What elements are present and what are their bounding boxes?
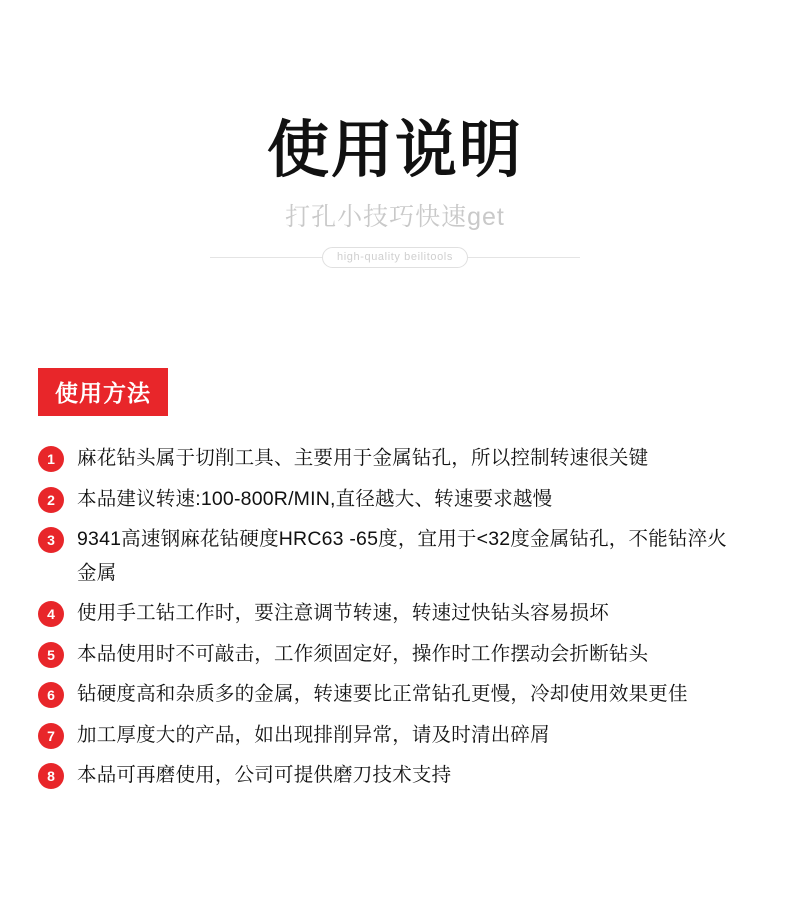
list-item — [38, 638, 750, 672]
list-item-text: 麻花钻头属于切削工具、主要用于金属钻孔，所以控制转速很关键 — [77, 447, 649, 470]
list-item — [38, 442, 750, 476]
list-item-text: 本品使用时不可敲击，工作须固定好，操作时工作摆动会折断钻头 — [77, 642, 649, 665]
list-item-text: 9341高速钢麻花钻硬度HRC63 -65度，宜用于<32度金属钻孔，不能钻淬火金属 — [77, 528, 727, 584]
hero-header — [0, 0, 790, 268]
page-title: 使用说明 — [266, 116, 523, 185]
usage-section — [0, 368, 790, 793]
list-item — [38, 483, 750, 517]
list-bullet-number: 6 — [38, 682, 64, 708]
list-bullet-number: 8 — [38, 763, 64, 789]
divider-left — [210, 257, 322, 258]
list-item — [38, 597, 750, 631]
list-bullet-number: 5 — [38, 642, 64, 668]
list-item-text: 本品建议转速:100-800R/MIN,直径越大、转速要求越慢 — [77, 487, 553, 510]
list-item-text: 钻硬度高和杂质多的金属，转速要比正常钻孔更慢，冷却使用效果更佳 — [77, 683, 688, 706]
section-heading: 使用方法 — [38, 368, 168, 416]
brand-badge: high-quality beilitools — [322, 247, 468, 268]
list-item-text: 本品可再磨使用，公司可提供磨刀技术支持 — [77, 764, 452, 787]
list-item-text: 加工厚度大的产品，如出现排削异常，请及时清出碎屑 — [77, 723, 550, 746]
instruction-list — [38, 442, 790, 793]
list-item — [38, 719, 750, 753]
brand-badge-row — [0, 247, 790, 268]
list-bullet-number: 3 — [38, 527, 64, 553]
list-bullet-number: 7 — [38, 723, 64, 749]
list-bullet-number: 4 — [38, 601, 64, 627]
page-subtitle: 打孔小技巧快速get — [285, 203, 505, 232]
list-bullet-number: 1 — [38, 446, 64, 472]
list-item — [38, 759, 750, 793]
list-item — [38, 523, 750, 590]
divider-right — [468, 257, 580, 258]
list-item-text: 使用手工钻工作时，要注意调节转速，转速过快钻头容易损坏 — [77, 602, 609, 625]
list-bullet-number: 2 — [38, 487, 64, 513]
list-item — [38, 678, 750, 712]
